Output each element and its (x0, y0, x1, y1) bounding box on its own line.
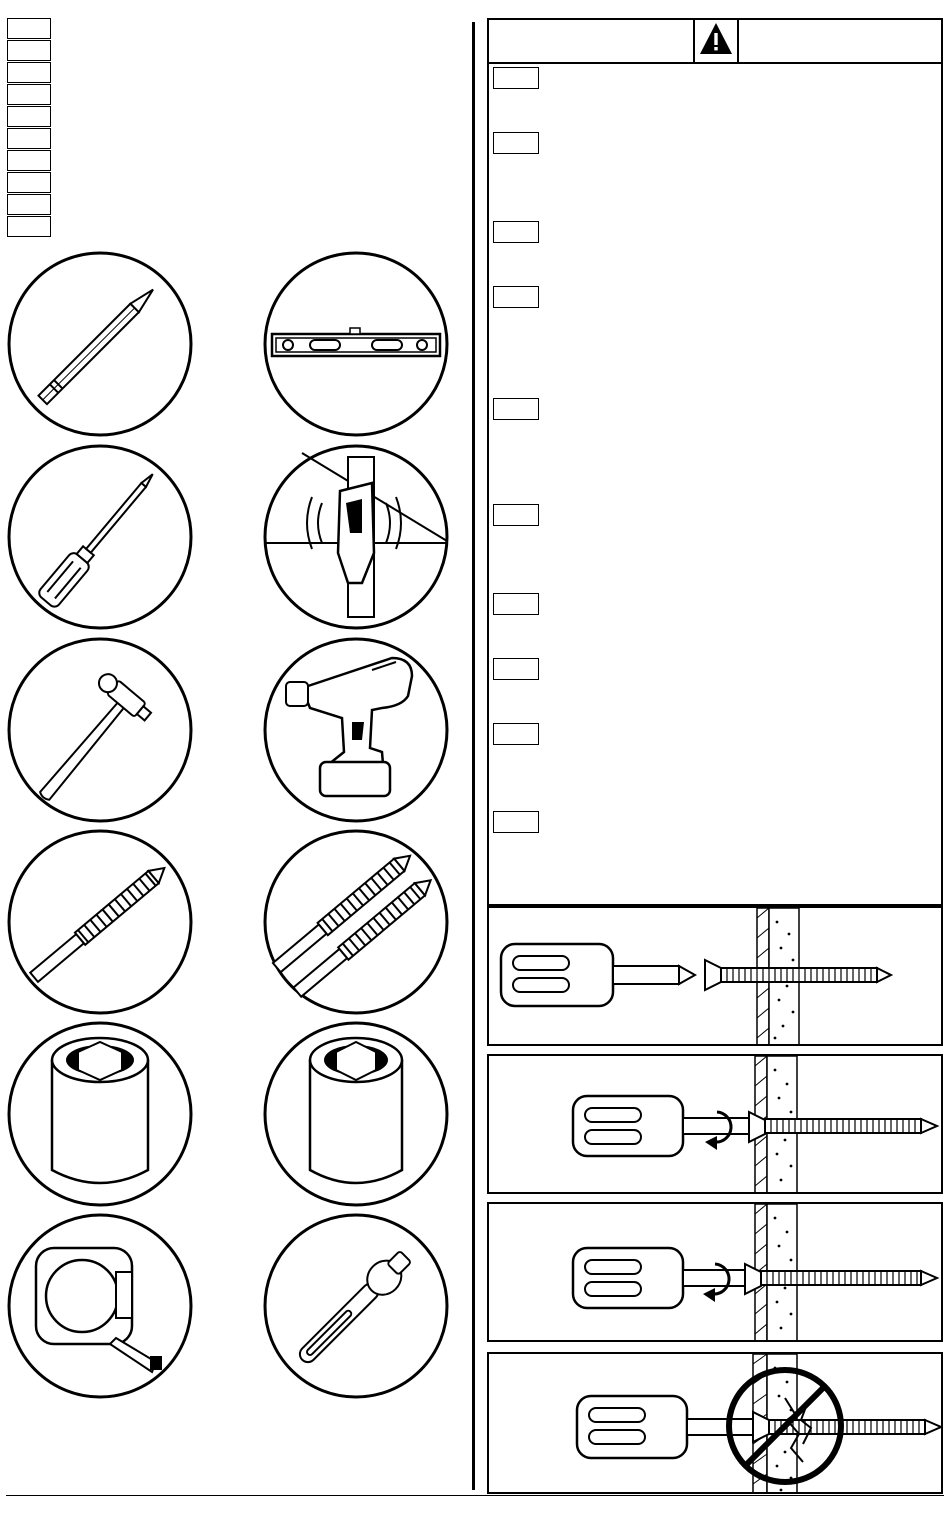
socket-large-icon (6, 1020, 194, 1208)
warning-item-box (493, 286, 539, 308)
level-icon (262, 250, 450, 438)
warning-box (487, 18, 943, 906)
warning-item-box (493, 398, 539, 420)
column-divider (472, 22, 475, 1490)
screw-step-insert (487, 906, 943, 1046)
screw-step-tighten (487, 1202, 943, 1342)
checklist-box (7, 194, 51, 215)
checklist-box (7, 40, 51, 61)
warning-item-box (493, 504, 539, 526)
page-bottom-rule (6, 1495, 944, 1496)
hammer-icon (6, 636, 194, 824)
two-drill-bits-icon (262, 828, 450, 1016)
warning-item-box (493, 67, 539, 89)
warning-item-box (493, 221, 539, 243)
checklist-box (7, 216, 51, 237)
tape-measure-icon (6, 1212, 194, 1400)
pencil-icon (6, 250, 194, 438)
warning-item-box (493, 132, 539, 154)
warning-triangle-icon (693, 18, 739, 64)
screw-step-overtighten (487, 1352, 943, 1494)
warning-item-box (493, 658, 539, 680)
drill-bit-icon (6, 828, 194, 1016)
checklist-box (7, 150, 51, 171)
screw-step-turn (487, 1054, 943, 1194)
stud-finder-icon (262, 443, 450, 631)
warning-item-box (493, 593, 539, 615)
warning-item-box (493, 723, 539, 745)
cordless-drill-icon (262, 636, 450, 824)
checklist-box (7, 128, 51, 149)
checklist-box (7, 62, 51, 83)
phillips-screwdriver-icon (6, 443, 194, 631)
checklist-box (7, 84, 51, 105)
checklist-box (7, 172, 51, 193)
checklist-box (7, 18, 51, 39)
ratchet-wrench-icon (262, 1212, 450, 1400)
checklist-box (7, 106, 51, 127)
warning-item-box (493, 811, 539, 833)
socket-small-icon (262, 1020, 450, 1208)
